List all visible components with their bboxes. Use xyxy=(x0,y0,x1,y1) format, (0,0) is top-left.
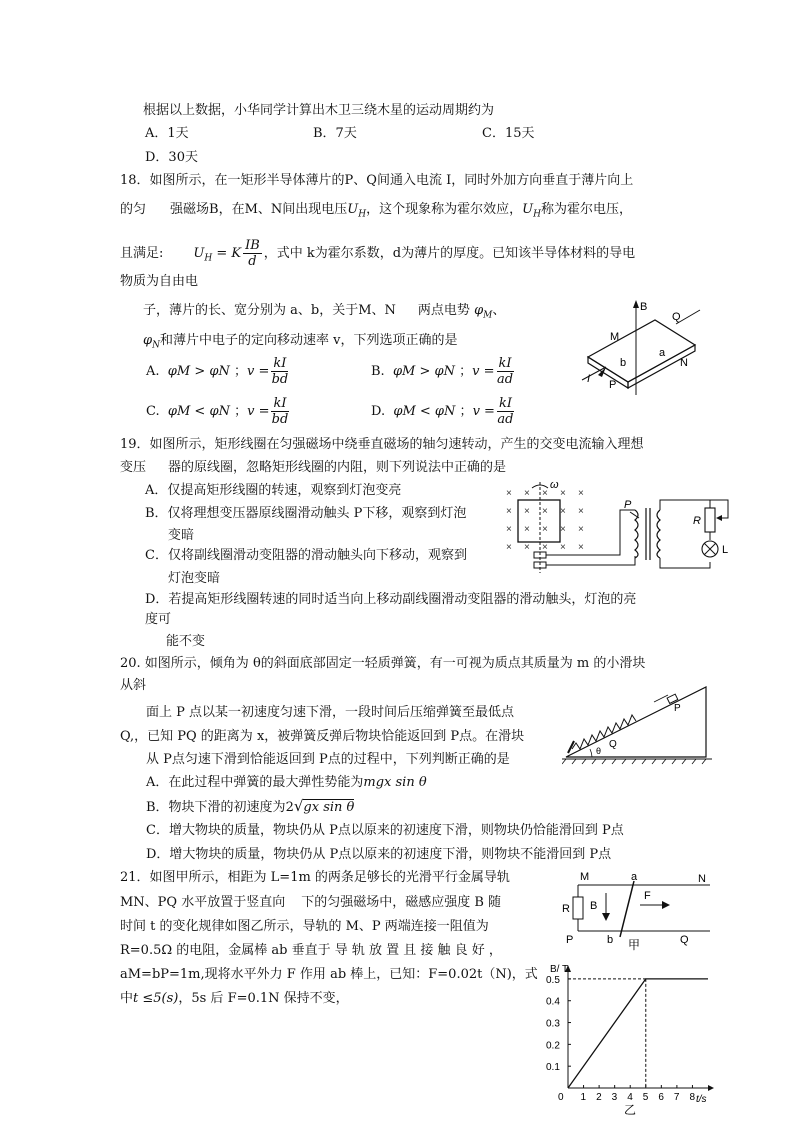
label-a: a xyxy=(659,347,666,359)
q20-line2: 从斜 xyxy=(120,678,147,693)
label-q: Q xyxy=(609,739,617,750)
label-b-width: b xyxy=(620,357,627,369)
q21-line6: 中t ≤5(s)，5s 后 F=0.1N 保持不变， xyxy=(120,991,349,1006)
x-tick-label: 8 xyxy=(689,1092,696,1103)
incline xyxy=(566,687,706,757)
label-omega: ω xyxy=(550,479,559,491)
x-tick-label: 0 xyxy=(558,1092,564,1103)
label-p: P xyxy=(609,379,617,391)
svg-text:×: × xyxy=(542,506,548,517)
secondary-wire-top xyxy=(660,500,710,510)
q20-option-b: B．物块下滑的初速度为2√gx sin θ xyxy=(146,797,355,815)
svg-text:×: × xyxy=(560,542,566,553)
svg-text:×: × xyxy=(578,524,584,535)
q19-option-d-2: 度可 xyxy=(145,612,172,627)
q18-option-d: D. φM < φN ；v = $\frac{kI}{ad}$ xyxy=(371,396,514,427)
b-t-chart xyxy=(538,962,718,1117)
y-tick-label: 0.2 xyxy=(546,1040,560,1052)
label-i: I xyxy=(587,373,591,385)
label-b: B xyxy=(640,301,648,313)
label-p: P xyxy=(624,499,632,511)
y-tick-label: 0.5 xyxy=(546,974,560,986)
q18-option-a: A. φM > φN ；v = $\frac{kI}{bd}$ xyxy=(146,356,289,387)
b-field-arrow-icon xyxy=(633,300,639,308)
x-tick-label: 7 xyxy=(673,1092,680,1103)
label-r: R xyxy=(693,515,701,527)
q18-option-c: C. φM < φN ；v = $\frac{kI}{bd}$ xyxy=(146,396,289,427)
q20-option-c: C．增大物块的质量，物块仍从 P点以原来的初速度下滑，则物块仍恰能滑回到 P点 xyxy=(146,823,624,838)
label-r: R xyxy=(562,903,570,915)
y-tick-label: 0.4 xyxy=(546,996,560,1008)
y-axis-label: B/ T xyxy=(550,964,569,975)
q19-option-b-2: 变暗 xyxy=(168,528,195,543)
q21-line2: MN、PQ 水平放置于竖直向 下的匀强磁场中，磁感应强度 B 随 xyxy=(120,895,502,910)
label-b-point: b xyxy=(607,934,614,946)
series-line-B xyxy=(568,979,708,1088)
b-direction-arrow-icon xyxy=(602,913,610,921)
rheostat-slider-wire xyxy=(710,500,728,518)
q19-option-d-3: 能不变 xyxy=(166,634,206,649)
svg-text:×: × xyxy=(578,542,584,553)
label-p: P xyxy=(566,934,574,946)
label-b: B xyxy=(590,900,598,912)
svg-text:×: × xyxy=(524,542,530,553)
q17-option-d: D．30天 xyxy=(145,150,198,165)
q20-line3: 面上 P 点以某一初速度匀速下滑，一段时间后压缩弹簧至最低点 xyxy=(146,705,515,720)
q20-line5: 从 P点匀速下滑到恰能返回到 P点的过程中，下列判断正确的是 xyxy=(146,752,510,767)
label-m: M xyxy=(610,331,620,343)
lead-wire-bottom xyxy=(546,556,635,565)
q21-line3: 时间 t 的变化规律如图乙所示，导轨的 M、P 两端连接一阻值为 xyxy=(120,919,489,934)
rod-ab xyxy=(620,881,634,937)
velocity-arrow-line xyxy=(654,695,668,702)
q20-option-d: D．增大物块的质量，物块仍从 P点以原来的初速度下滑，则物块不能滑回到 P点 xyxy=(146,847,612,862)
chart-caption: 乙 xyxy=(624,1103,637,1117)
incline-spring-figure xyxy=(562,683,712,765)
rails-figure-jia xyxy=(560,869,720,955)
resistor-r xyxy=(573,897,583,919)
x-tick-label: 4 xyxy=(627,1092,633,1103)
svg-text:×: × xyxy=(542,542,548,553)
y-tick-label: 0.3 xyxy=(546,1018,560,1030)
q19-option-d-1: D．若提高矩形线圈转速的同时适当向上移动副线圈滑动变阻器的滑动触头，灯泡的亮 xyxy=(145,592,637,607)
secondary-wire-bottom xyxy=(660,558,710,568)
force-arrow-icon xyxy=(662,901,670,909)
q21-line4: R=0.5Ω 的电阻，金属棒 ab 垂直于 导 轨 放 置 且 接 触 良 好 ， xyxy=(120,943,502,958)
q18-line3: 且满足: $U_H = K$ $\frac{IB}{d}$ ，式中 k为霍尔系数，d为薄片的厚度。已知该半导体材料的导电 xyxy=(120,238,636,269)
q20-option-a: A．在此过程中弹簧的最大弹性势能为mgx sin θ xyxy=(146,775,427,790)
generator-transformer-figure xyxy=(500,478,750,586)
q19-option-c-1: C．仅将副线圈滑动变阻器的滑动触头向下移动，观察到 xyxy=(145,548,467,563)
rheostat-r xyxy=(705,508,715,532)
label-n: N xyxy=(680,357,688,369)
label-l: L xyxy=(722,544,729,556)
svg-text:×: × xyxy=(542,524,548,535)
q18-line2: 的匀 强磁场B，在M、N间出现电压$U_H$，这个现象称为霍尔效应，$U_H$称为霍尔电压， xyxy=(120,202,632,220)
svg-text:×: × xyxy=(506,506,512,517)
phi-m: $\varphi_M$ xyxy=(474,303,493,321)
q17-stem: 根据以上数据，小华同学计算出木卫三绕木星的运动周期约为 xyxy=(143,103,495,118)
secondary-coil xyxy=(657,510,660,558)
q19-option-a: A．仅提高矩形线圈的转速，观察到灯泡变亮 xyxy=(145,483,402,498)
label-p: P xyxy=(674,703,681,714)
label-q: Q xyxy=(672,311,681,323)
x-tick-label: 5 xyxy=(642,1092,649,1103)
phi-n: $\varphi_N$ xyxy=(143,333,160,351)
svg-text:×: × xyxy=(578,488,584,499)
label-q: Q xyxy=(680,934,689,946)
svg-text:×: × xyxy=(506,488,512,499)
svg-text:×: × xyxy=(578,506,584,517)
hall-plate-figure xyxy=(580,300,710,395)
x-axis-arrow-icon xyxy=(708,1085,714,1091)
svg-text:×: × xyxy=(560,524,566,535)
current-arrow-icon xyxy=(598,367,606,377)
x-tick-label: 1 xyxy=(580,1092,587,1103)
q21-line5: aM=bP=1m,现将水平外力 F 作用 ab 棒上，已知：F=0.02t（N)，式 xyxy=(120,967,538,982)
q18-line4: 物质为自由电 xyxy=(120,274,199,289)
caption-jia: 甲 xyxy=(628,938,641,952)
q17-option-b: B．7天 xyxy=(313,126,357,141)
q17-option-a: A．1天 xyxy=(145,126,189,141)
svg-text:×: × xyxy=(560,506,566,517)
q19-line1: 19．如图所示，矩形线圈在匀强磁场中绕垂直磁场的轴匀速转动，产生的交变电流输入理想 xyxy=(120,437,644,452)
svg-text:×: × xyxy=(542,488,548,499)
hall-formula-fraction: $\frac{IB}{d}$ xyxy=(245,238,260,269)
x-tick-label: 3 xyxy=(611,1092,618,1103)
svg-text:×: × xyxy=(560,488,566,499)
q20-line1: 20. 如图所示，倾角为 θ的斜面底部固定一轻质弹簧，有一可视为质点其质量为 m 的小滑块 xyxy=(120,656,646,671)
label-n: N xyxy=(698,873,706,885)
q21-line1: 21．如图甲所示，相距为 L=1m 的两条足够长的光滑平行金属导轨 xyxy=(120,870,510,885)
y-tick-label: 0.1 xyxy=(546,1062,560,1074)
label-theta: θ xyxy=(596,746,602,756)
rheostat-slider-icon xyxy=(716,515,722,521)
angle-arc xyxy=(590,749,592,757)
x-tick-label: 6 xyxy=(658,1092,664,1103)
q18-option-b: B. φM > φN ；v = $\frac{kI}{ad}$ xyxy=(371,356,514,387)
svg-text:×: × xyxy=(524,524,530,535)
svg-text:×: × xyxy=(524,506,530,517)
label-a: a xyxy=(631,871,638,883)
q18-line1: 18．如图所示，在一矩形半导体薄片的P、Q间通入电流 I，同时外加方向垂直于薄片向上 xyxy=(120,173,634,188)
q19-option-c-2: 灯泡变暗 xyxy=(168,571,221,586)
svg-text:×: × xyxy=(506,524,512,535)
q18-line5: 子，薄片的长、宽分别为 a、b，关于M、N 两点电势 $\varphi_M$、 xyxy=(143,303,506,321)
q18-line6: $\varphi_N$和薄片中电子的定向移动速率 v，下列选项正确的是 xyxy=(143,333,458,351)
x-axis-label: t/s xyxy=(696,1094,707,1105)
svg-text:×: × xyxy=(506,542,512,553)
q17-option-c: C．15天 xyxy=(482,126,535,141)
x-tick-label: 2 xyxy=(596,1092,602,1103)
ground-hatch xyxy=(562,759,706,764)
label-f: F xyxy=(644,890,651,902)
q20-line4: Q,，已知 PQ 的距离为 x，被弹簧反弹后物块恰能返回到 P点。在滑块 xyxy=(120,729,525,744)
spring-coil xyxy=(572,715,636,749)
q19-line2: 变压 器的原线圈，忽略矩形线圈的内阻，则下列说法中正确的是 xyxy=(120,460,507,475)
svg-text:×: × xyxy=(524,488,530,499)
label-m: M xyxy=(580,871,590,883)
q19-option-b-1: B．仅将理想变压器原线圈滑动触头 P下移，观察到灯泡 xyxy=(145,506,467,521)
